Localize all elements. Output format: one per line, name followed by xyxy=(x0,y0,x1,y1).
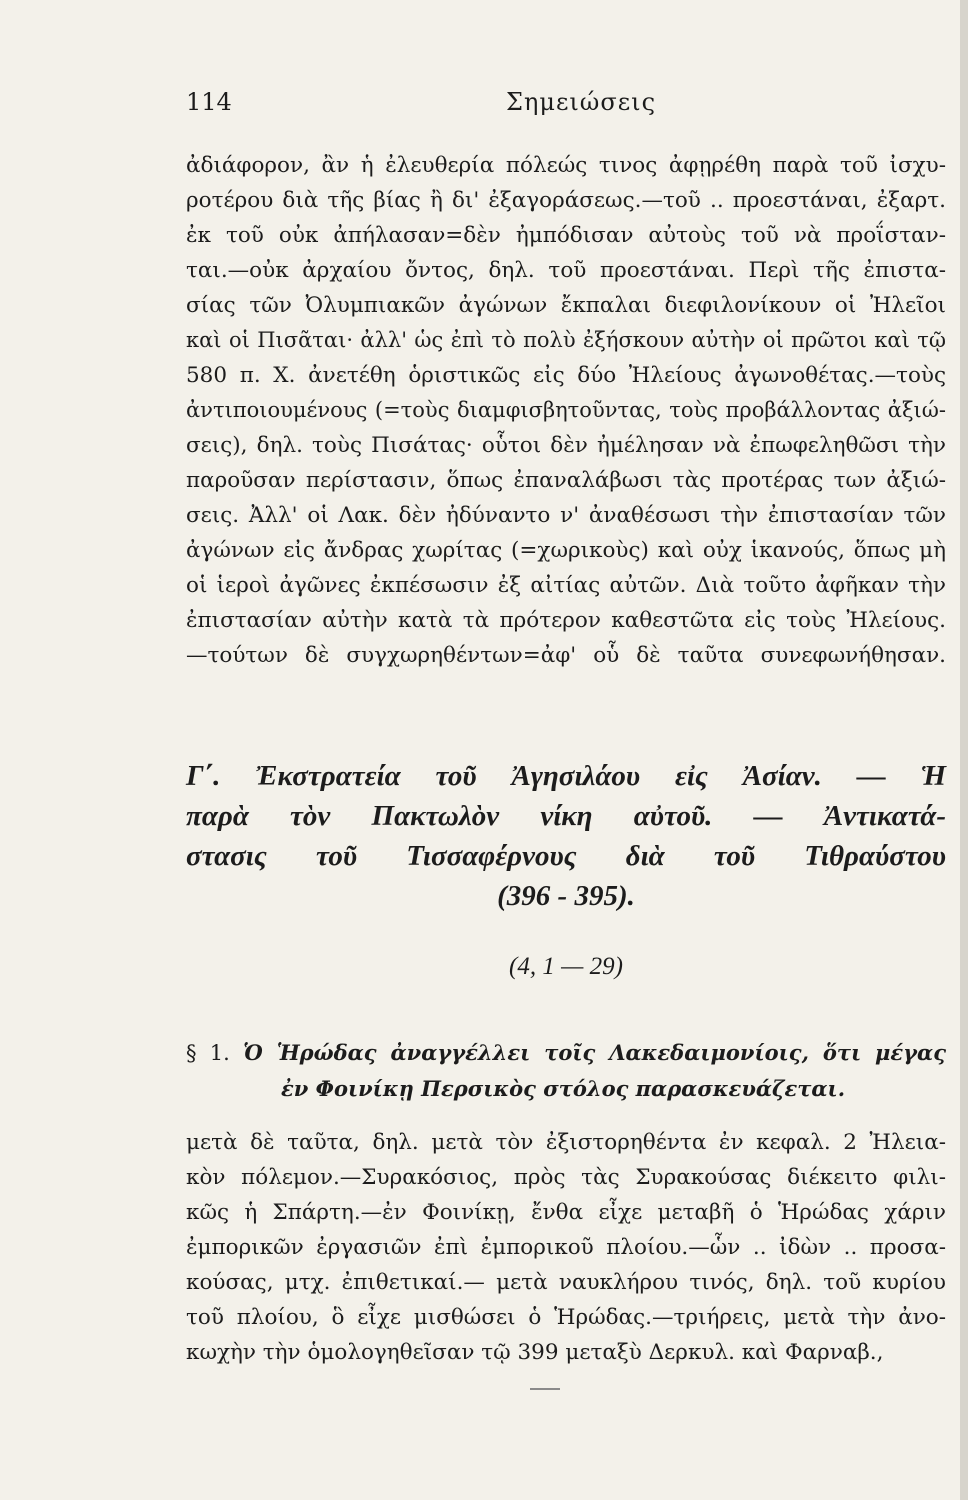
page-header xyxy=(186,88,946,128)
commentary-paragraph xyxy=(186,148,946,673)
text-line: ροτέρου διὰ τῆς βίας ἢ δι' ἐξαγοράσεως.—τοῦ .. προεστάναι, ἐξαρτ. xyxy=(186,188,946,213)
chapter-heading-line: Γ΄. Ἐκστρατεία τοῦ Ἀγησιλάου εἰς Ἀσίαν. — Ἡ xyxy=(186,760,946,792)
text-line: —τούτων δὲ συγχωρηθέντων=ἀφ' οὗ δὲ ταῦτα συνεφωνήθησαν. xyxy=(186,643,946,668)
text-line: παροῦσαν περίστασιν, ὅπως ἐπαναλάβωσι τὰς προτέρας των ἀξιώ- xyxy=(186,468,946,493)
print-smudge xyxy=(530,1388,560,1390)
section-title-part-2: ἐν Φοινίκῃ Περσικὸς στόλος παρασκευάζεται. xyxy=(281,1076,846,1101)
section-title-part-1: Ὁ Ἡρώδας ἀναγγέλλει τοῖς Λακεδαιμονίοις, ὅτι μέγας xyxy=(243,1040,946,1065)
text-line: ἐκ τοῦ οὐκ ἀπήλασαν=δὲν ἠμπόδισαν αὐτοὺς τοῦ νὰ προΐσταν- xyxy=(186,223,946,248)
chapter-heading-dates: (396 - 395). xyxy=(497,880,635,912)
text-line: ται.—οὐκ ἀρχαίου ὄντος, δηλ. τοῦ προεστάναι. Περὶ τῆς ἐπιστα- xyxy=(186,258,946,283)
text-line: τοῦ πλοίου, ὃ εἶχε μισθώσει ὁ Ἡρώδας.—τριήρεις, μετὰ τὴν ἀνο- xyxy=(186,1305,946,1330)
text-line: 580 π. Χ. ἀνετέθη ὁριστικῶς εἰς δύο Ἠλείους ἀγωνοθέτας.—τοὺς xyxy=(186,363,946,388)
text-line: σίας τῶν Ὀλυμπιακῶν ἀγώνων ἔκπαλαι διεφιλονίκουν οἱ Ἠλεῖοι xyxy=(186,293,946,318)
chapter-heading xyxy=(186,756,946,916)
page-number: 114 xyxy=(186,88,232,116)
section-heading xyxy=(186,1035,946,1107)
text-line: κωχὴν τὴν ὁμολογηθεῖσαν τῷ 399 μεταξὺ Δερκυλ. καὶ Φαρναβ., xyxy=(186,1340,884,1365)
text-line: ἀντιποιουμένους (=τοὺς διαμφισβητοῦντας, τοὺς προβάλλοντας ἀξιώ- xyxy=(186,398,946,422)
running-title: Σημειώσεις xyxy=(506,88,657,116)
chapter-reference: (4, 1 — 29) xyxy=(509,953,623,980)
section-title-line xyxy=(186,1071,946,1107)
text-line: καὶ οἱ Πισᾶται· ἀλλ' ὡς ἐπὶ τὸ πολὺ ἐξήσκουν αὐτὴν οἱ πρῶτοι καὶ τῷ xyxy=(186,328,946,352)
page-edge-shadow xyxy=(960,0,968,1500)
text-line: μετὰ δὲ ταῦτα, δηλ. μετὰ τὸν ἐξιστορηθέντα ἐν κεφαλ. 2 Ἠλεια- xyxy=(186,1130,946,1155)
text-line: ἀγώνων εἰς ἄνδρας χωρίτας (=χωρικοὺς) καὶ οὐχ ἱκανούς, ὅπως μὴ xyxy=(186,538,946,563)
text-line: κούσας, μτχ. ἐπιθετικαί.— μετὰ ναυκλήρου τινός, δηλ. τοῦ κυρίου xyxy=(186,1270,946,1295)
text-line: κῶς ἡ Σπάρτη.—ἐν Φοινίκῃ, ἔνθα εἶχε μεταβῆ ὁ Ἡρώδας χάριν xyxy=(186,1200,946,1225)
text-line: οἱ ἱεροὶ ἀγῶνες ἐκπέσωσιν ἐξ αἰτίας αὐτῶν. Διὰ τοῦτο ἀφῆκαν τὴν xyxy=(186,573,946,598)
chapter-heading-line: παρὰ τὸν Πακτωλὸν νίκη αὐτοῦ. — Ἀντικατά- xyxy=(186,800,946,832)
text-line: ἀδιάφορον, ἂν ἡ ἐλευθερία πόλεώς τινος ἀφῃρέθη παρὰ τοῦ ἰσχυ- xyxy=(186,153,946,178)
text-line: κὸν πόλεμον.—Συρακόσιος, πρὸς τὰς Συρακούσας διέκειτο φιλι- xyxy=(186,1165,946,1190)
text-line: ἐμπορικῶν ἐργασιῶν ἐπὶ ἐμπορικοῦ πλοίου.—ὧν .. ἰδὼν .. προσα- xyxy=(186,1235,946,1260)
text-line: σεις. Ἀλλ' οἱ Λακ. δὲν ἠδύναντο ν' ἀναθέσωσι τὴν ἐπιστασίαν τῶν xyxy=(186,503,946,528)
chapter-heading-line: στασις τοῦ Τισσαφέρνους διὰ τοῦ Τιθραύστου xyxy=(186,840,946,872)
section-marker: § 1. xyxy=(186,1041,230,1065)
text-line: ἐπιστασίαν αὐτὴν κατὰ τὰ πρότερον καθεστῶτα εἰς τοὺς Ἠλείους. xyxy=(186,608,946,633)
text-line: σεις), δηλ. τοὺς Πισάτας· οὗτοι δὲν ἠμέλησαν νὰ ἐπωφεληθῶσι τὴν xyxy=(186,433,946,458)
section-title-line xyxy=(186,1035,946,1071)
notes-paragraph xyxy=(186,1125,946,1370)
